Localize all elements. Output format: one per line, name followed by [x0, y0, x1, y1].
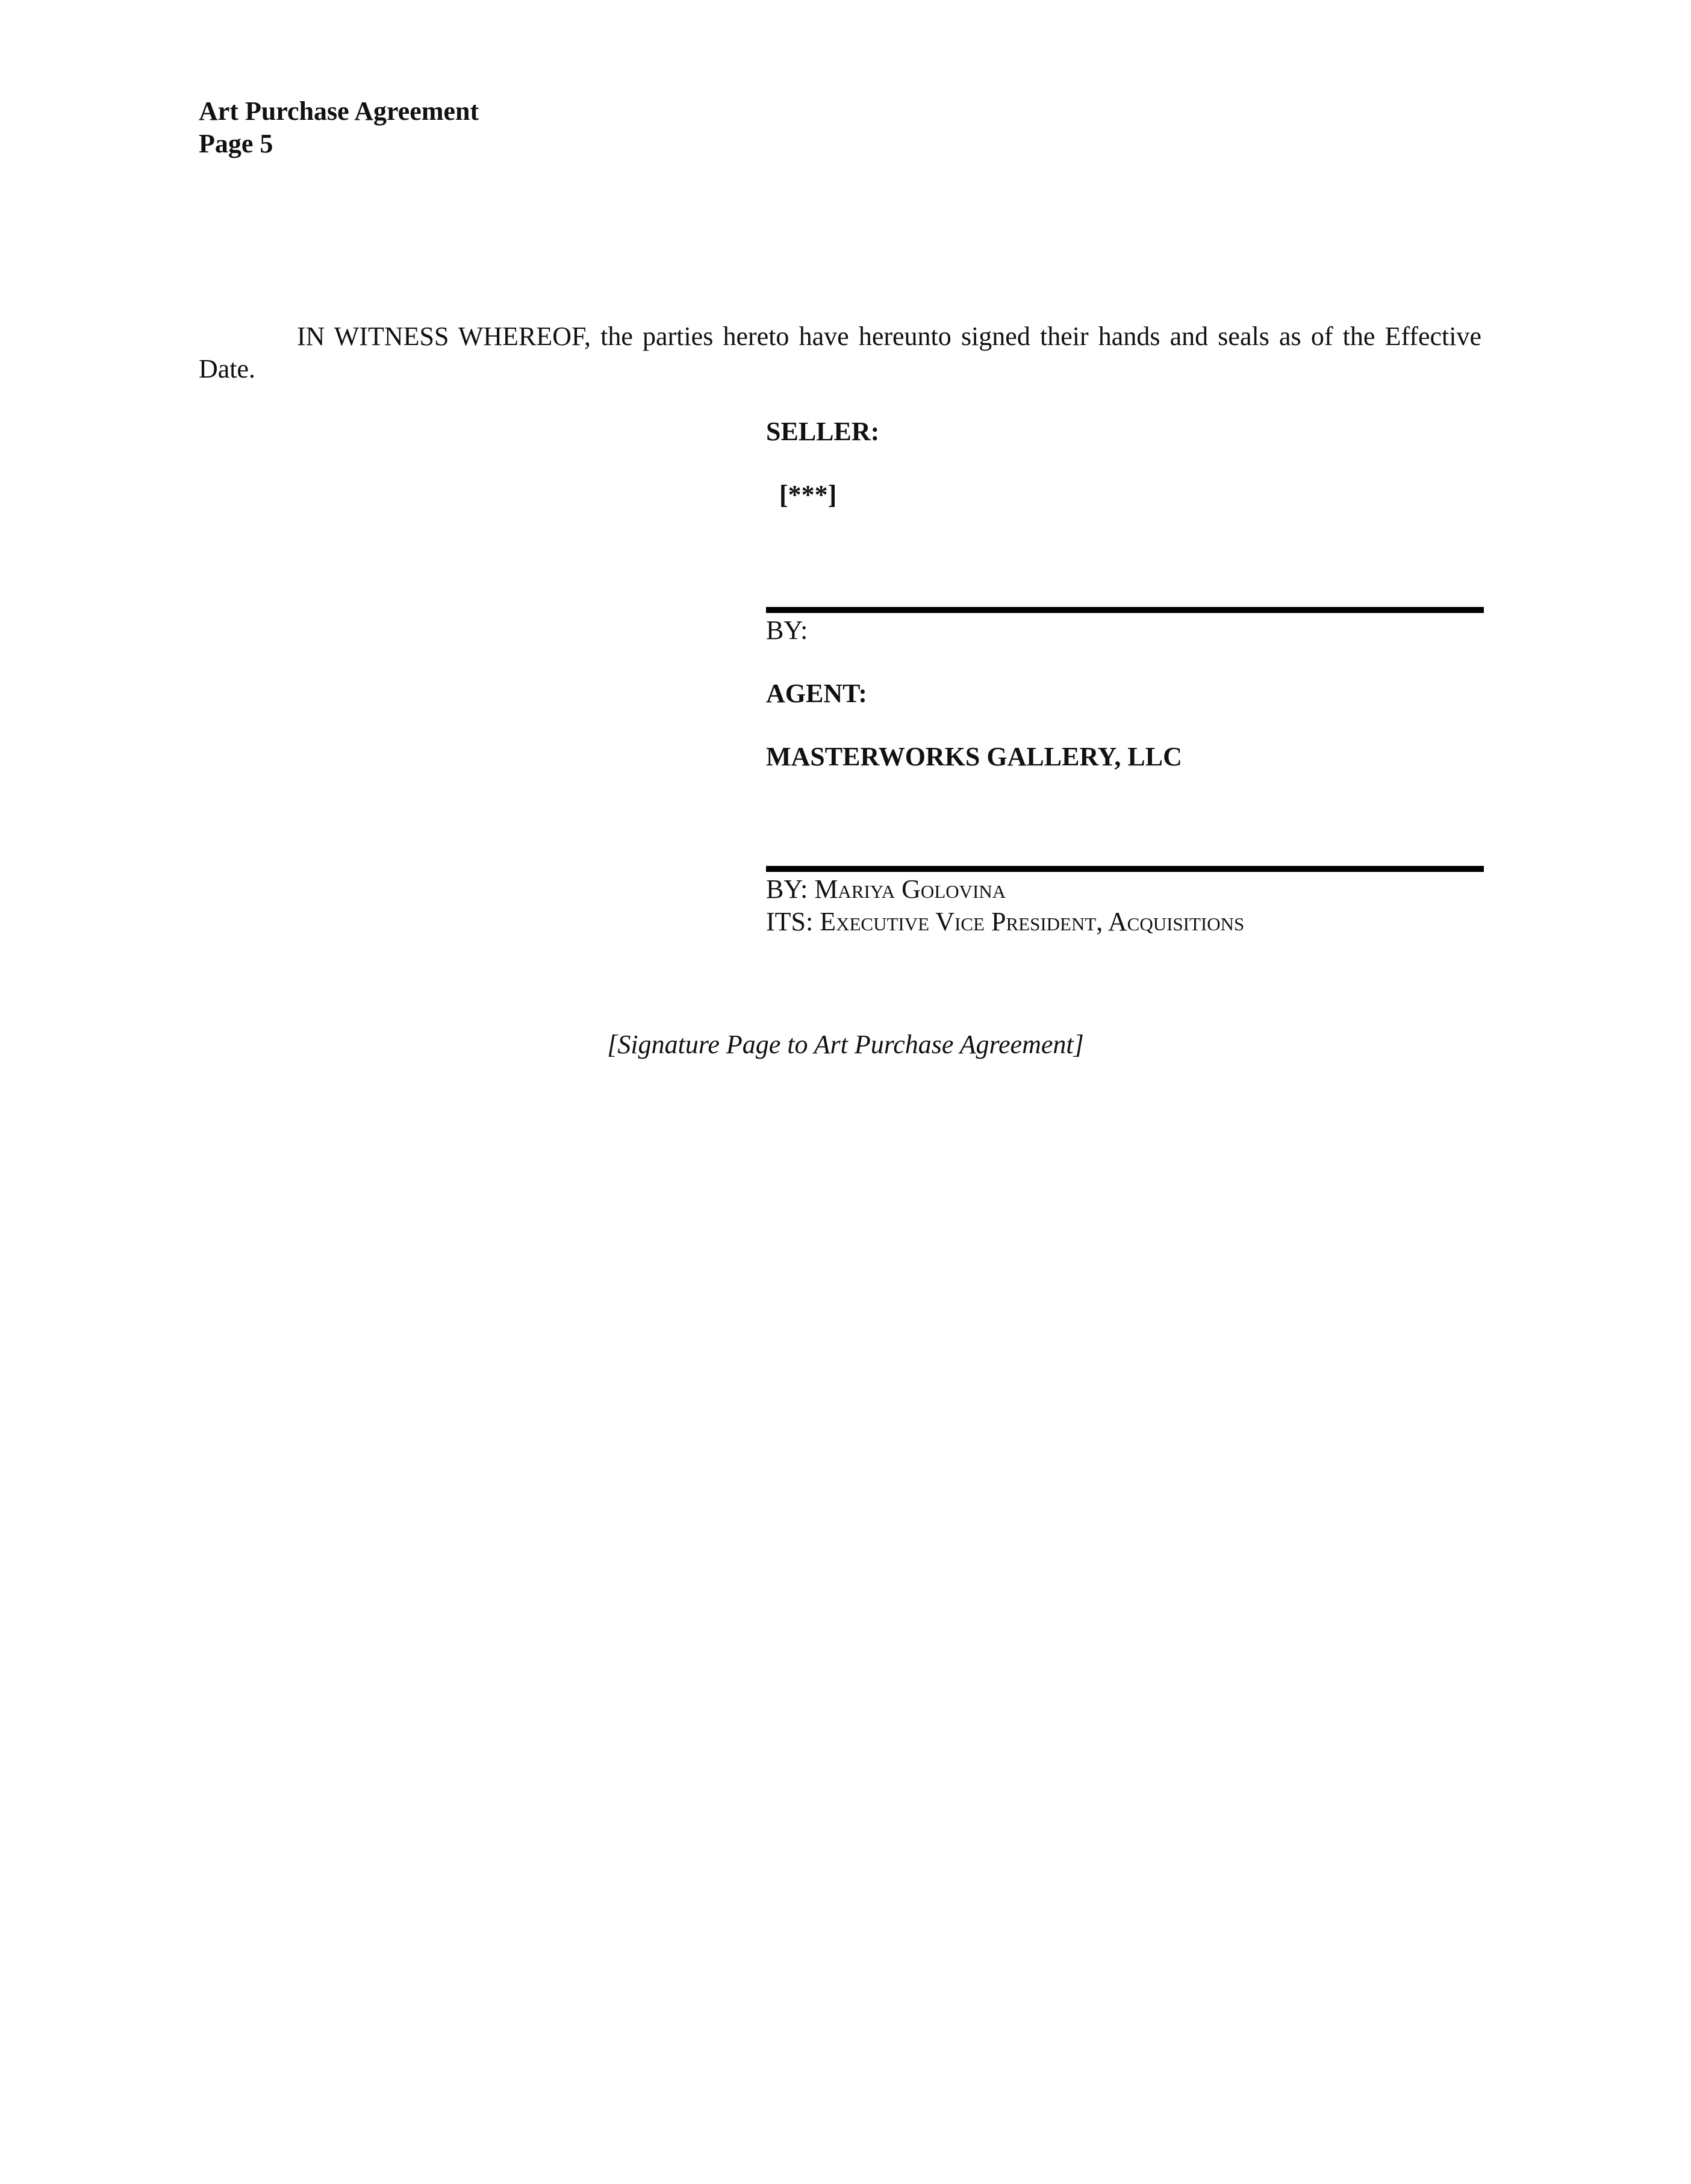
signature-page-caption: [Signature Page to Art Purchase Agreement] [607, 1030, 1084, 1059]
seller-label: SELLER: [766, 417, 880, 446]
page-number: Page 5 [199, 129, 273, 158]
agent-label: AGENT: [766, 679, 867, 708]
seller-name-block [779, 479, 1497, 511]
witness-text-line1: IN WITNESS WHEREOF, the parties hereto have hereunto signed their hands and seals as of the Effective [297, 322, 1481, 351]
witness-paragraph [199, 320, 1481, 385]
agent-by-block [766, 873, 1484, 938]
agent-block [766, 677, 1484, 710]
seller-by-block [766, 614, 1484, 647]
agent-its-row [766, 906, 1484, 938]
page-header [199, 95, 479, 160]
document-title: Art Purchase Agreement [199, 96, 479, 126]
agent-by-row [766, 873, 1484, 906]
seller-name: [***] [779, 480, 837, 509]
seller-block [766, 415, 1484, 448]
witness-text-line2: Date. [199, 354, 256, 384]
agent-signature-line [766, 866, 1484, 872]
agent-by-label: BY: [766, 874, 808, 904]
seller-signature-line [766, 607, 1484, 613]
agent-its-label: ITS: [766, 907, 814, 936]
agent-company-block [766, 741, 1484, 773]
agent-its-title: Executive Vice President, Acquisitions [820, 907, 1245, 936]
agent-by-name: Mariya Golovina [814, 874, 1006, 904]
seller-by-label: BY: [766, 615, 808, 645]
agent-company: MASTERWORKS GALLERY, LLC [766, 742, 1182, 771]
